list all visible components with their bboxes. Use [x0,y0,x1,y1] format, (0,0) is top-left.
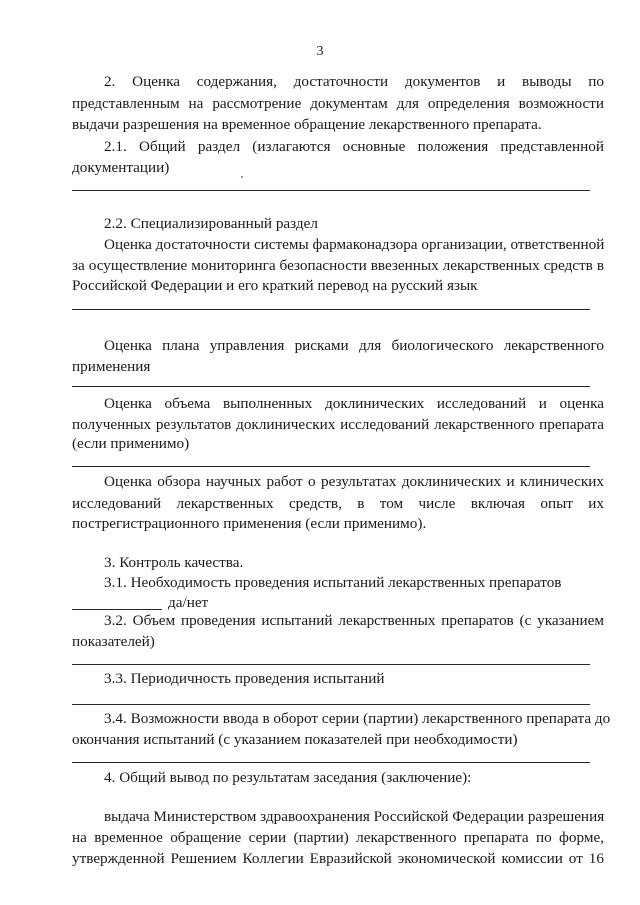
review-line-1: Оценка обзора научных работ о результатах доклинических и клинических [104,473,604,490]
section-2-1-line-2: документации) [72,159,170,176]
answer-rule-2-1 [72,190,590,191]
section-3-title: 3. Контроль качества. [104,554,244,571]
answer-blank-3-1 [72,609,162,610]
section-4-line-3: утвержденной Решением Коллегии Евразийской экономической комиссии от 16 [72,850,604,867]
section-2-line-1: 2. Оценка содержания, достаточности документов и выводы по [104,73,604,90]
section-3-2-line-2: показателей) [72,633,155,650]
section-4-line-2: на временное обращение серии (партии) лекарственного препарата по форме, [72,829,604,846]
preclinical-line-3: (если применимо) [72,435,190,452]
section-3-1: 3.1. Необходимость проведения испытаний лекарственных препаратов [104,574,562,591]
section-2-2-title: 2.2. Специализированный раздел [104,215,318,232]
answer-rule-3-2 [72,664,590,665]
section-3-1-answer: да/нет [168,594,209,611]
section-2-2-line-1: Оценка достаточности системы фармаконадзора организации, ответственной [104,236,605,253]
preclinical-line-1: Оценка объема выполненных доклинических исследований и оценка [104,395,604,412]
review-line-2: исследований лекарственных средств, в том числе включая опыт их [72,495,604,512]
preclinical-line-2: полученных результатов доклинических исследований лекарственного препарата [72,416,604,433]
section-3-4-line-1: 3.4. Возможности ввода в оборот серии (партии) лекарственного препарата до [104,710,611,727]
page-number: 3 [316,44,324,59]
review-line-3: пострегистрационного применения (если применимо). [72,515,427,532]
answer-rule-3-4 [72,762,590,763]
risk-plan-line-1: Оценка плана управления рисками для биологического лекарственного [104,337,604,354]
section-3-3: 3.3. Периодичность проведения испытаний [104,670,385,687]
answer-rule-3-3 [72,704,590,705]
answer-rule-2-2 [72,309,590,310]
section-2-1-line-1: 2.1. Общий раздел (излагаются основные положения представленной [104,138,604,155]
section-4-line-1: выдача Министерством здравоохранения Российской Федерации разрешения [104,808,605,825]
section-2-2-line-2: за осуществление мониторинга безопасности ввезенных лекарственных средств в [72,257,604,274]
section-2-2-line-3: Российской Федерации и его краткий перевод на русский язык [72,277,478,294]
section-2-line-3: выдачи разрешения на временное обращение лекарственного препарата. [72,116,542,133]
risk-plan-line-2: применения [72,358,151,375]
section-2-line-2: представленным на рассмотрение документам для определения возможности [72,95,604,112]
answer-rule-risk-plan [72,386,590,387]
answer-rule-preclinical [72,466,590,467]
scan-speck [241,176,243,178]
section-3-2-line-1: 3.2. Объем проведения испытаний лекарственных препаратов (с указанием [104,612,604,629]
section-4-title: 4. Общий вывод по результатам заседания (заключение): [104,769,472,786]
section-3-4-line-2: окончания испытаний (с указанием показателей при необходимости) [72,731,518,748]
